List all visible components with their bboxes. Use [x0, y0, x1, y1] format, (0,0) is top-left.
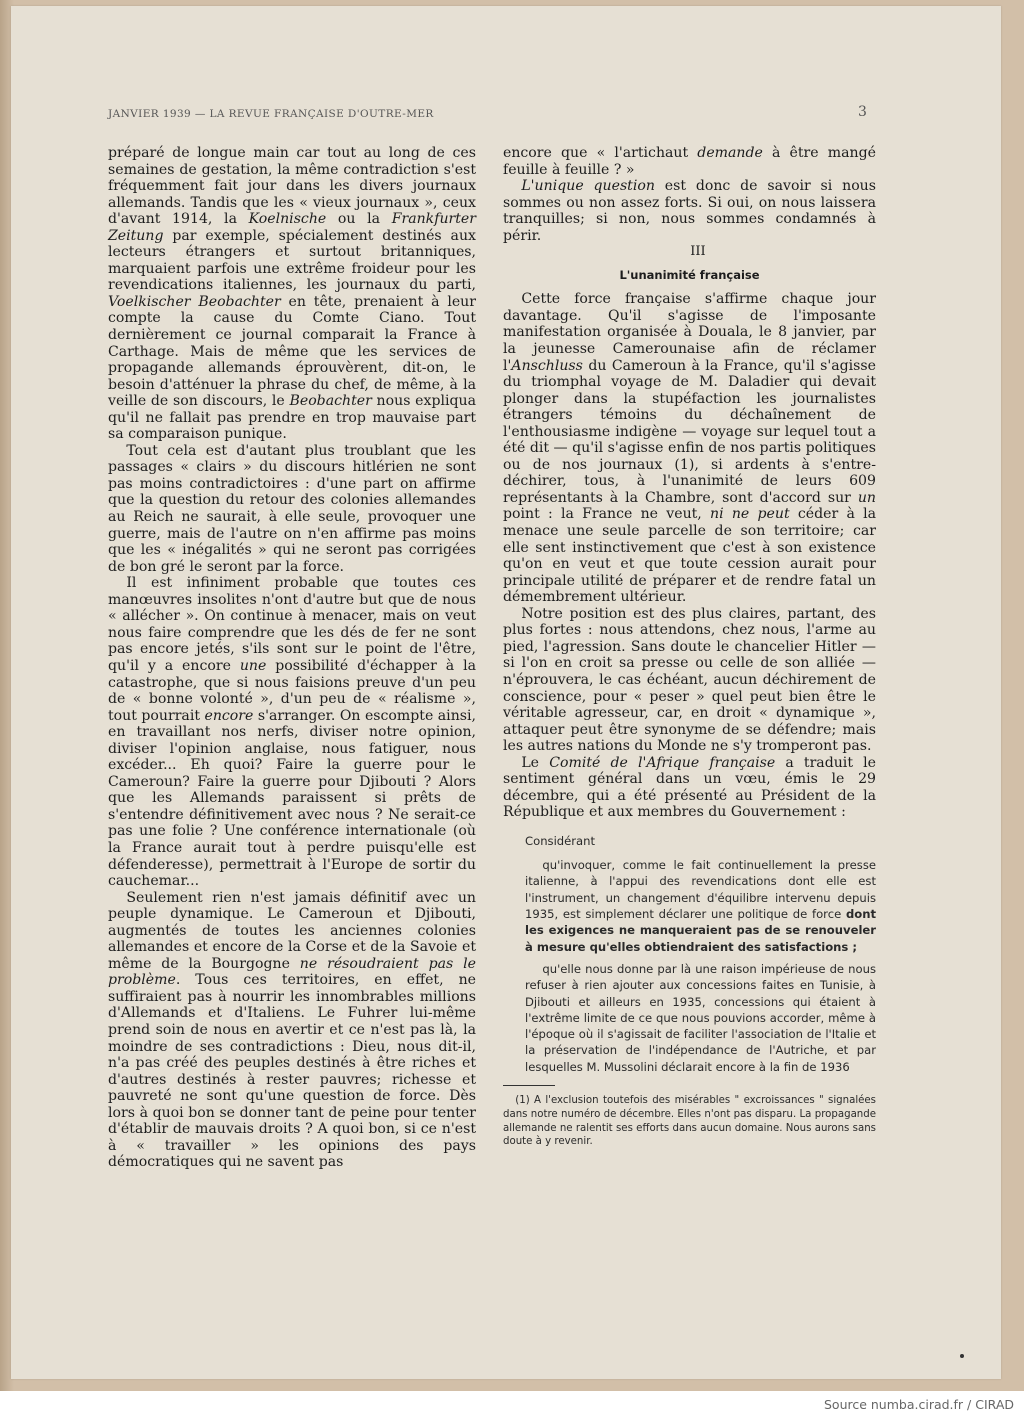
- paragraph: encore que « l'artichaut demande à être mangé feuille à feuille ? »: [503, 145, 876, 178]
- quote-paragraph: qu'invoquer, comme le fait continuellement la presse italienne, à l'appui des revendications dont elle est l'instrument, un changement d'équilibre intervenu depuis 1935, est simplement déclarer une politique de force dont les exigences ne manqueraient pas de se renouveler à mesure qu'elles obtiendraient des satisfactions ;: [525, 858, 876, 954]
- speck: [960, 1354, 964, 1358]
- paragraph: Il est infiniment probable que toutes ces manœuvres insolites n'ont d'autre but que de nous « allécher ». On continue à menacer, mais on veut nous faire comprendre que les dés de fer ne sont pas encore jetés, s'ils sont sur le point de l'être, qu'il y a encore une possibilité d'échapper à la catastrophe, que si nous faisions preuve d'un peu de « bonne volonté », d'un peu de « réalisme », tout pourrait encore s'arranger. On escompte ainsi, en travaillant nos nerfs, diviser notre opinion, diviser l'opinion anglaise, nous fatiguer, nous excéder... Eh quoi? Faire la guerre pour le Cameroun? Faire la guerre pour Djibouti ? Alors que les Allemands paraissent si prêts de s'entendre définitivement avec nous ? Ne serait-ce pas une folie ? Une conférence internationale (où la France aurait tout à perdre puisqu'elle est défenderesse), permettrait à l'Europe de sortir du cauchemar...: [108, 575, 476, 890]
- quote-lead: Considérant: [525, 833, 596, 848]
- footnote: [503, 1094, 876, 1149]
- paragraph: L'unique question est donc de savoir si nous sommes ou non assez forts. Si oui, on nous laissera tranquilles; si non, nous sommes condamnés à périr.: [503, 178, 876, 244]
- section-title: L'unanimité française: [619, 267, 760, 282]
- footnote-text: (1) A l'exclusion toutefois des misérables " excroissances " signalées dans notre numéro de décembre. Elles n'ont pas disparu. La propagande allemande ne ralentit ses efforts dans aucun domaine. Nous aurons sans doute à y revenir.: [503, 1095, 876, 1148]
- paragraph: Le Comité de l'Afrique française a traduit le sentiment général dans un vœu, émis le 29 décembre, qui a été présenté au Président de la République et aux membres du Gouvernement :: [503, 754, 876, 821]
- paragraph: Cette force française s'affirme chaque jour davantage. Qu'il s'agisse de l'imposante manifestation organisée à Douala, le 8 janvier, par la jeunesse Camerounaise afin de réclamer l'Anschluss du Cameroun à la France, qu'il s'agisse du triomphal voyage de M. Daladier qui devait plonger dans la stupéfaction les journalistes étrangers témoins du déchaînement de l'enthousiasme indigène — voyage sur lequel tout a été dit — qu'il s'agisse enfin de nos partis politiques ou de nos journaux (1), si ardents à s'entre-déchirer, tous, à l'unanimité de leurs 609 représentants à la Chambre, sont d'accord sur un point : la France ne veut, ni ne peut céder à la menace une seule parcelle de son territoire; car elle sent instinctivement que c'est à son existence qu'on en veut et que toute cession aurait pour principale utilité de préparer et de rendre fatal un démembrement ultérieur.: [503, 291, 876, 606]
- emphasis: ni ne peut: [710, 506, 790, 523]
- resolution-quote: [503, 833, 876, 1075]
- emphasis: Comité de l'Afrique française: [549, 754, 776, 771]
- paragraph: Tout cela est d'autant plus troublant que les passages « clairs » du discours hitlérien ne sont pas moins contradictoires : d'une part on affirme que la question du retour des colonies allemandes au Reich ne saurait, à elle seule, provoquer une guerre, mais de l'autre on n'en affirme pas moins que les « inégalités » qui ne seront pas corrigées de bon gré le seront par la force.: [108, 442, 476, 575]
- emphasis: Voelkischer Beobachter: [108, 293, 281, 310]
- page-number: 3: [858, 104, 868, 120]
- left-column: [108, 145, 476, 1171]
- section-number: III: [690, 244, 706, 260]
- running-header: [108, 104, 868, 126]
- strong-text: dont les exigences ne manqueraient pas de se renouveler à mesure qu'elles obtiendraient des satisfactions ;: [525, 907, 876, 954]
- emphasis: un: [857, 489, 876, 506]
- footnote-rule: [503, 1085, 555, 1086]
- paragraph: préparé de longue main car tout au long de ces semaines de gestation, la même contradiction s'est fréquemment fait jour dans les divers journaux allemands. Tandis que les « vieux journaux », ceux d'avant 1914, la Koelnische ou la Frankfurter Zeitung par exemple, spécialement destinés aux lecteurs étrangers et surtout britanniques, marquaient parfois une extrême froideur pour les revendications italiennes, les journaux du parti, Voelkischer Beobachter en tête, prenaient à leur compte la cause du Comte Ciano. Tout dernièrement ce journal comparait la France à Carthage. Mais de même que les services de propagande allemands éprouvèrent, dit-on, le besoin d'atténuer la phrase du chef, de même, à la veille de son discours, le Beobachter nous expliqua qu'il ne fallait pas prendre en trop mauvaise part sa comparaison punique.: [108, 145, 476, 443]
- right-column: [503, 145, 876, 1149]
- emphasis: Koelnische: [248, 211, 327, 228]
- source-credit: Source numba.cirad.fr / CIRAD: [823, 1397, 1014, 1412]
- emphasis: Beobachter: [289, 393, 372, 410]
- emphasis: encore: [204, 707, 254, 724]
- emphasis: L'unique question: [521, 178, 655, 195]
- running-title: JANVIER 1939 — LA REVUE FRANÇAISE D'OUTRE-MER: [108, 108, 434, 120]
- emphasis: Frankfurter Zeitung: [108, 211, 476, 244]
- paragraph: Seulement rien n'est jamais définitif avec un peuple dynamique. Le Cameroun et Djibouti, augmentés de toutes les anciennes colonies allemandes et encore de la Corse et de la Savoie et même de la Bourgogne ne résoudraient pas le problème. Tous ces territoires, en effet, ne suffiraient pas à nourrir les innombrables millions d'Allemands et d'Italiens. Le Fuhrer lui-même prend soin de nous en avertir et ce n'est pas là, la moindre de ses contradictions : Dieu, nous dit-il, n'a pas créé des peuples destinés à être riches et d'autres destinés à rester pauvres; richesse et pauvreté ne sont qu'une question de force. Dès lors à quoi bon se donner tant de peine pour tenter d'établir de mauvais droits ? A quoi bon, si ce n'est à « travailler » les opinions des pays démocratiques qui ne savent pas: [108, 889, 476, 1171]
- emphasis: ne résoudraient pas le problème: [108, 955, 476, 989]
- emphasis: Anschluss: [511, 357, 583, 374]
- emphasis: demande: [697, 145, 763, 161]
- emphasis: une: [239, 657, 267, 674]
- paragraph: Notre position est des plus claires, partant, des plus fortes : nous attendons, chez nous, l'arme au pied, l'agression. Sans doute le chancelier Hitler — si l'on en croit sa presse ou celle de son alliée — n'éprouvera, le cas échéant, aucun déchirement de conscience, pour « peser » quel peut bien être le véritable agresseur, car, en droit « dynamique », attaquer peut être synonyme de se défendre; mais les autres nations du Monde ne s'y tromperont pas.: [503, 605, 876, 755]
- quote-paragraph: qu'elle nous donne par là une raison impérieuse de nous refuser à rien ajouter aux concessions faites en Tunisie, à Djibouti et ailleurs en 1935, concessions qui étaient à l'extrême limite de ce que nous pouvions accorder, même à l'époque où il s'agissait de faciliter l'association de l'Italie et la préservation de l'indépendance de l'Autriche, et par lesquelles M. Mussolini déclarait encore à la fin de 1936: [525, 961, 876, 1074]
